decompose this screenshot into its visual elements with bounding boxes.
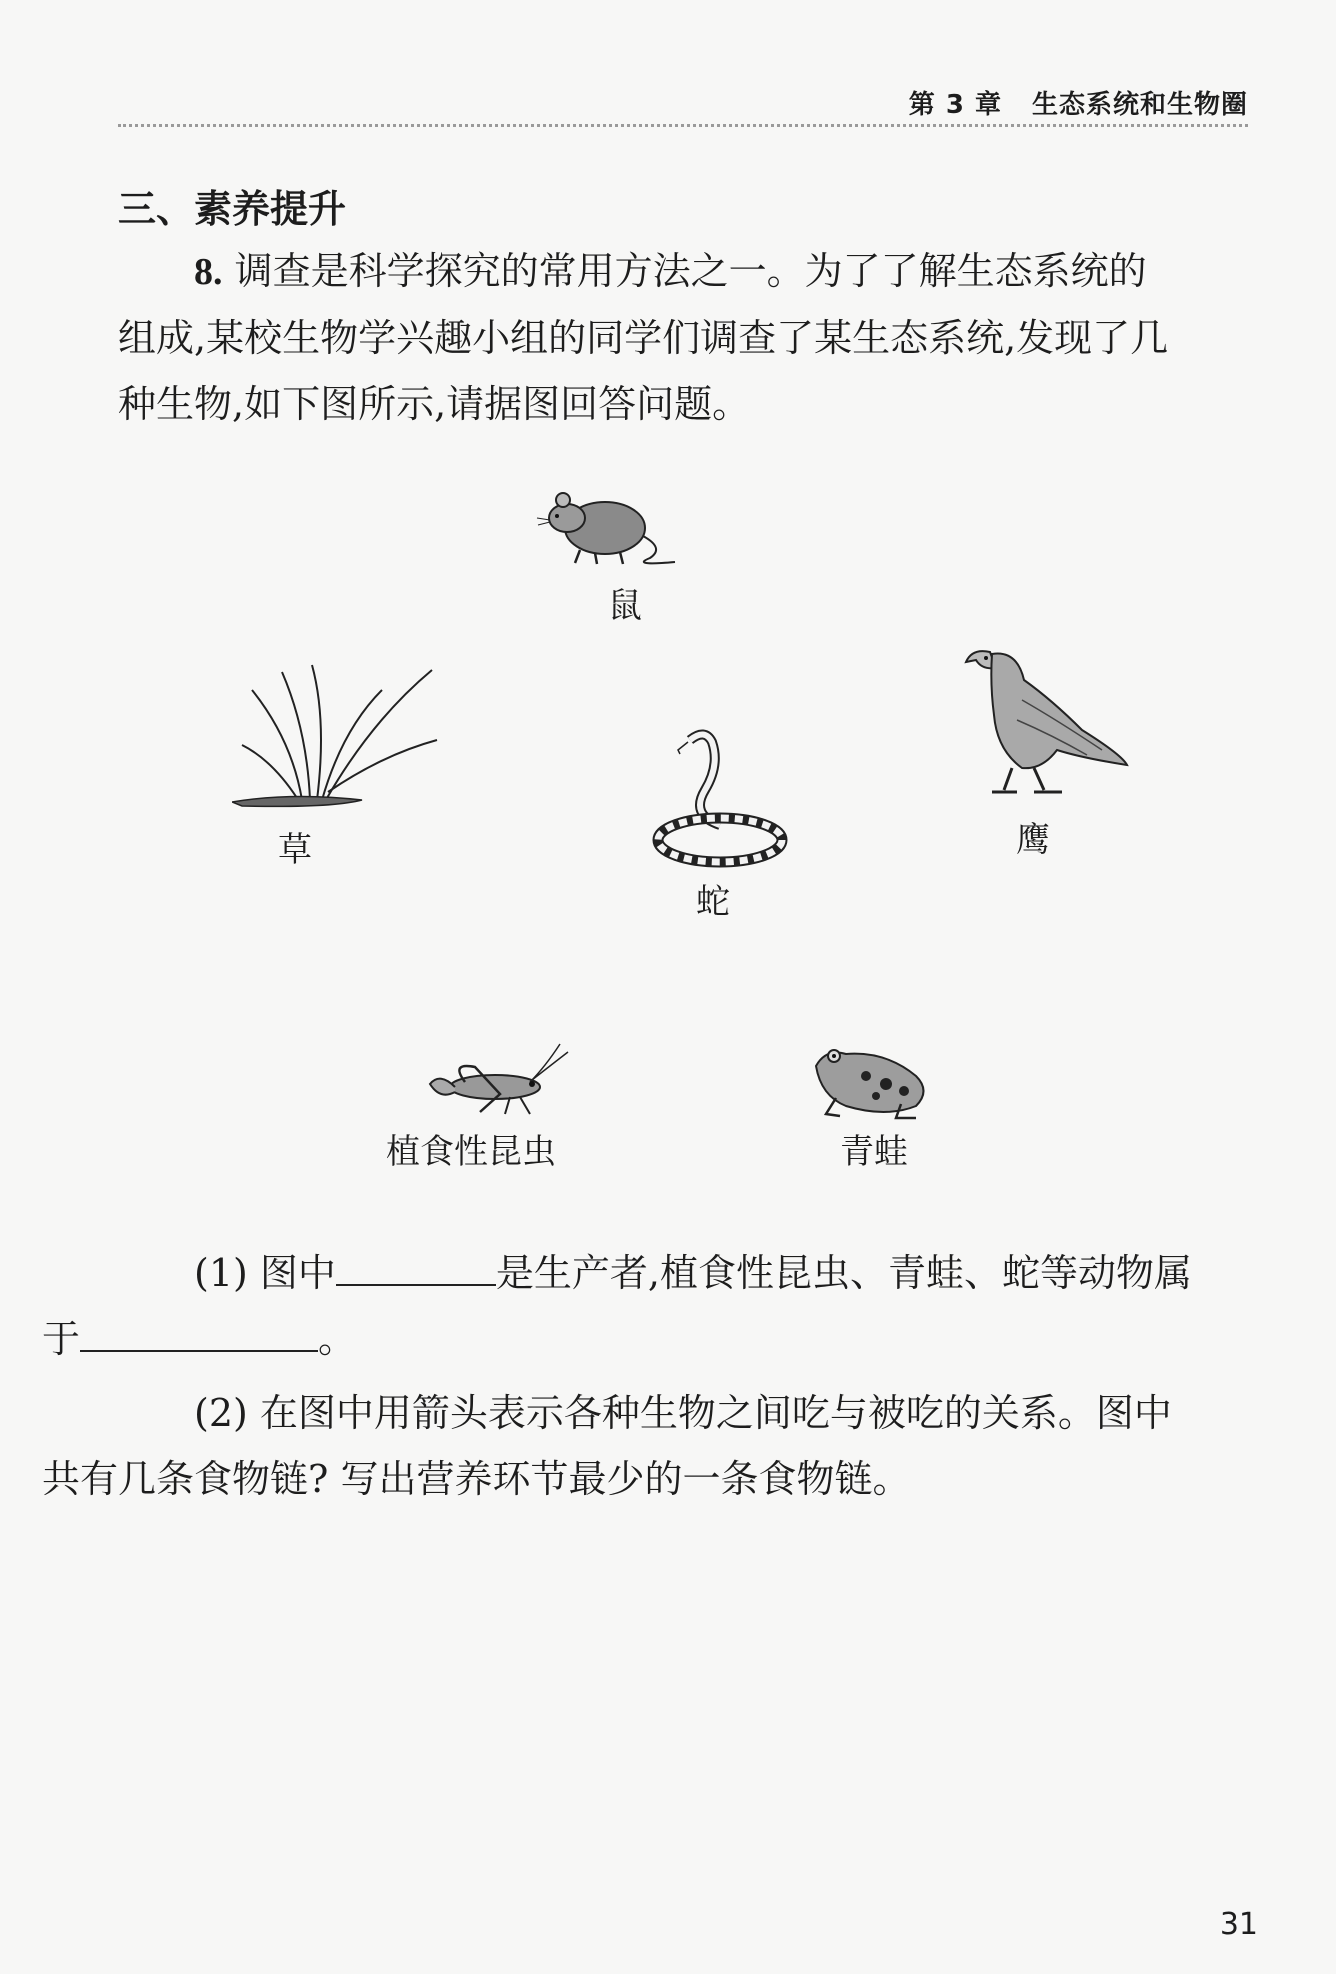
question-stem-line-1: 调查是科学探究的常用方法之一。为了了解生态系统的	[234, 249, 1147, 293]
page-number: 31	[1219, 1907, 1258, 1942]
question-stem	[118, 238, 1248, 437]
frog-illustration	[806, 1036, 931, 1121]
running-header	[909, 84, 1248, 121]
grasshopper-illustration	[420, 1042, 570, 1122]
question-stem-line-3: 种生物,如下图所示,请据图回答问题。	[118, 382, 751, 426]
producer-answer-blank[interactable]	[336, 1254, 496, 1286]
question-number: 8.	[194, 251, 223, 293]
sub-question-2-line-2: 共有几条食物链? 写出营养环节最少的一条食物链。	[42, 1457, 911, 1501]
sub-question-1-part-d: 。	[318, 1317, 357, 1361]
snake-illustration	[650, 720, 790, 870]
consumer-answer-blank[interactable]	[80, 1320, 318, 1352]
header-divider	[118, 124, 1248, 127]
sub-question-2-line-1: (2) 在图中用箭头表示各种生物之间吃与被吃的关系。图中	[194, 1391, 1172, 1435]
sub-question-1	[42, 1240, 1248, 1372]
eagle-illustration	[962, 640, 1132, 810]
sub-question-1-part-a: (1) 图中	[194, 1251, 336, 1295]
grass-illustration	[232, 660, 442, 810]
insect-label: 植食性昆虫	[386, 1132, 556, 1172]
mouse-illustration	[535, 478, 680, 573]
frog-label: 青蛙	[840, 1132, 908, 1172]
chapter-title: 生态系统和生物圈	[1031, 90, 1248, 120]
mouse-label: 鼠	[608, 586, 642, 626]
snake-label: 蛇	[696, 882, 730, 922]
eagle-label: 鹰	[1016, 820, 1050, 860]
sub-question-2	[42, 1380, 1248, 1512]
grass-label: 草	[278, 830, 312, 870]
question-stem-line-2: 组成,某校生物学兴趣小组的同学们调查了某生态系统,发现了几	[118, 316, 1169, 360]
section-title: 三、素养提升	[118, 187, 347, 231]
sub-question-1-part-b: 是生产者,植食性昆虫、青蛙、蛇等动物属	[495, 1251, 1193, 1295]
sub-question-1-part-c: 于	[42, 1317, 81, 1361]
chapter-number: 第 3 章	[908, 90, 1002, 120]
